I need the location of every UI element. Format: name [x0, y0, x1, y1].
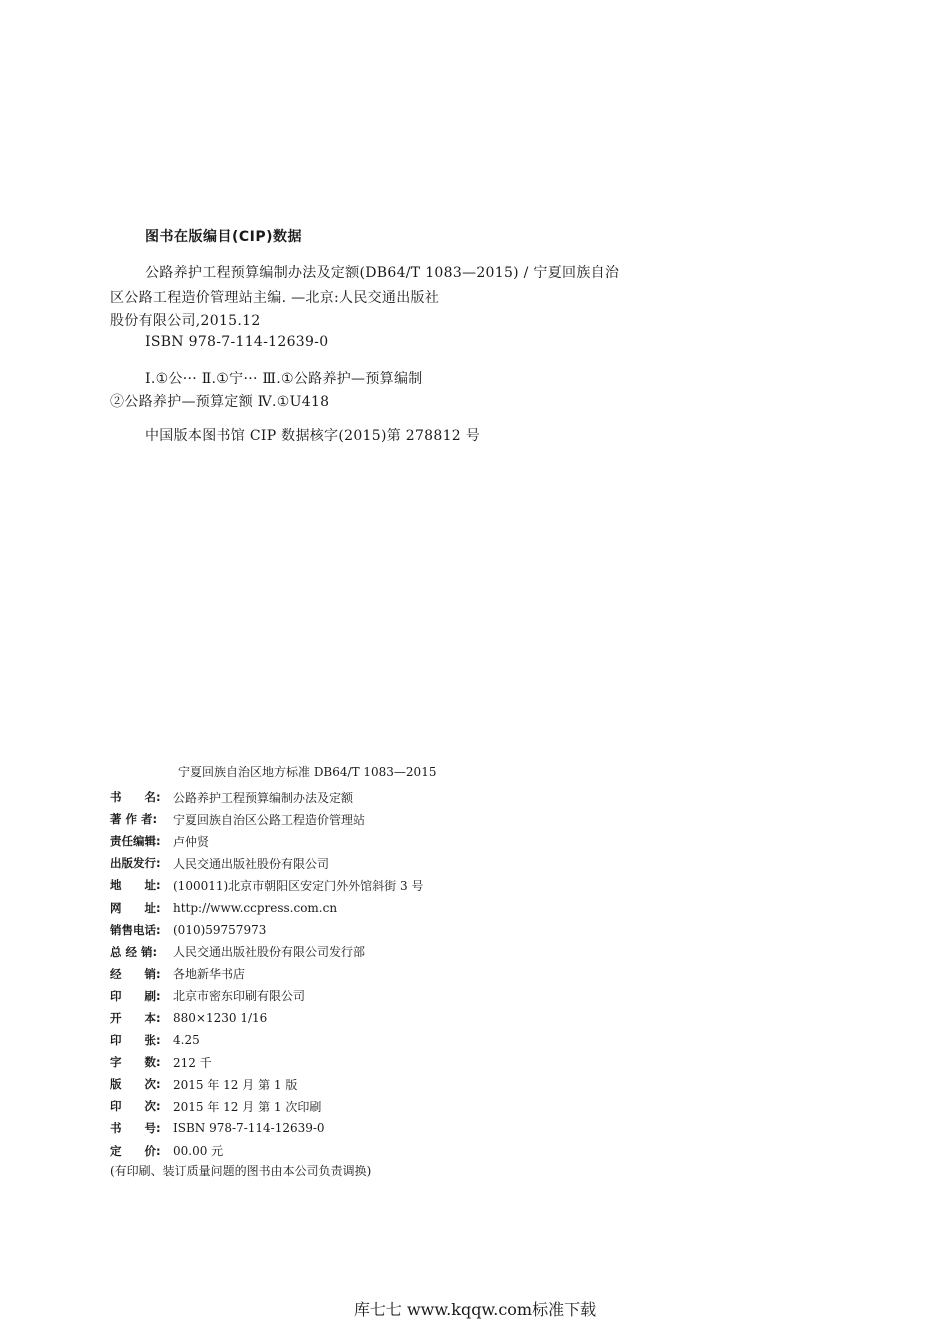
row-label: 定 价:	[110, 1143, 161, 1158]
imprint-row	[110, 919, 570, 941]
row-value: (010)59757973	[173, 922, 267, 937]
row-value: http://www.ccpress.com.cn	[173, 900, 338, 915]
imprint-table	[110, 786, 570, 1162]
row-value: 北京市密东印刷有限公司	[173, 989, 306, 1004]
cip-classification-2: ②公路养护—预算定额 Ⅳ.①U418	[110, 394, 330, 410]
imprint-row	[110, 1051, 570, 1073]
row-value: 00.00 元	[173, 1144, 224, 1159]
imprint-row	[110, 1007, 570, 1029]
imprint-header: 宁夏回族自治区地方标准 DB64/T 1083—2015	[178, 765, 437, 779]
imprint-row	[110, 1029, 570, 1051]
cip-line-3: 股份有限公司,2015.12	[110, 313, 261, 329]
cip-isbn: ISBN 978-7-114-12639-0	[145, 334, 329, 350]
imprint-row	[110, 1073, 570, 1095]
row-label: 开 本:	[110, 1010, 161, 1025]
imprint-row	[110, 852, 570, 874]
row-label: 书 号:	[110, 1121, 161, 1136]
imprint-row	[110, 963, 570, 985]
row-label: 书 名:	[110, 790, 161, 805]
row-value: 公路养护工程预算编制办法及定额	[173, 790, 354, 805]
row-label: 出版发行:	[110, 856, 161, 871]
row-label: 印 刷:	[110, 988, 161, 1003]
row-value: (100011)北京市朝阳区安定门外外馆斜街 3 号	[173, 878, 424, 893]
row-label: 责任编辑:	[110, 834, 161, 849]
imprint-row	[110, 830, 570, 852]
row-value: 卢仲贤	[173, 834, 210, 849]
imprint-row	[110, 1117, 570, 1139]
cip-title: 图书在版编目(CIP)数据	[145, 229, 303, 245]
row-label: 印 张:	[110, 1033, 161, 1048]
imprint-row	[110, 808, 570, 830]
imprint-row	[110, 874, 570, 896]
download-watermark: 库七七 www.kqqw.com标准下载	[353, 1300, 597, 1319]
imprint-row	[110, 786, 570, 808]
cip-line-2: 区公路工程造价管理站主编. —北京:人民交通出版社	[110, 290, 440, 306]
row-value: 880×1230 1/16	[173, 1010, 268, 1025]
imprint-row	[110, 941, 570, 963]
row-value: 宁夏回族自治区公路工程造价管理站	[173, 812, 366, 827]
cip-classification-1: Ⅰ.①公··· Ⅱ.①宁··· Ⅲ.①公路养护—预算编制	[145, 371, 423, 387]
row-label: 地 址:	[110, 878, 161, 893]
imprint-row	[110, 985, 570, 1007]
row-label: 版 次:	[110, 1077, 161, 1092]
row-value: 各地新华书店	[173, 967, 246, 982]
row-value: 4.25	[173, 1033, 200, 1048]
row-value: 2015 年 12 月 第 1 版	[173, 1077, 298, 1092]
row-label: 总 经 销:	[110, 944, 158, 959]
quality-note: (有印刷、装订质量问题的图书由本公司负责调换)	[110, 1164, 372, 1178]
row-label: 字 数:	[110, 1055, 161, 1070]
imprint-row	[110, 1140, 570, 1162]
cip-record-number: 中国版本图书馆 CIP 数据核字(2015)第 278812 号	[145, 428, 481, 444]
imprint-row	[110, 1095, 570, 1117]
imprint-row	[110, 896, 570, 918]
row-value: 2015 年 12 月 第 1 次印刷	[173, 1099, 322, 1114]
row-label: 网 址:	[110, 900, 161, 915]
row-label: 经 销:	[110, 966, 161, 981]
row-value: 人民交通出版社股份有限公司	[173, 856, 330, 871]
row-value: 212 千	[173, 1055, 212, 1070]
row-value: ISBN 978-7-114-12639-0	[173, 1121, 325, 1136]
cip-line-1: 公路养护工程预算编制办法及定额(DB64/T 1083—2015) / 宁夏回族自治	[145, 265, 620, 281]
row-label: 著 作 者:	[110, 812, 158, 827]
row-label: 销售电话:	[110, 922, 161, 937]
row-label: 印 次:	[110, 1099, 161, 1114]
row-value: 人民交通出版社股份有限公司发行部	[173, 945, 366, 960]
